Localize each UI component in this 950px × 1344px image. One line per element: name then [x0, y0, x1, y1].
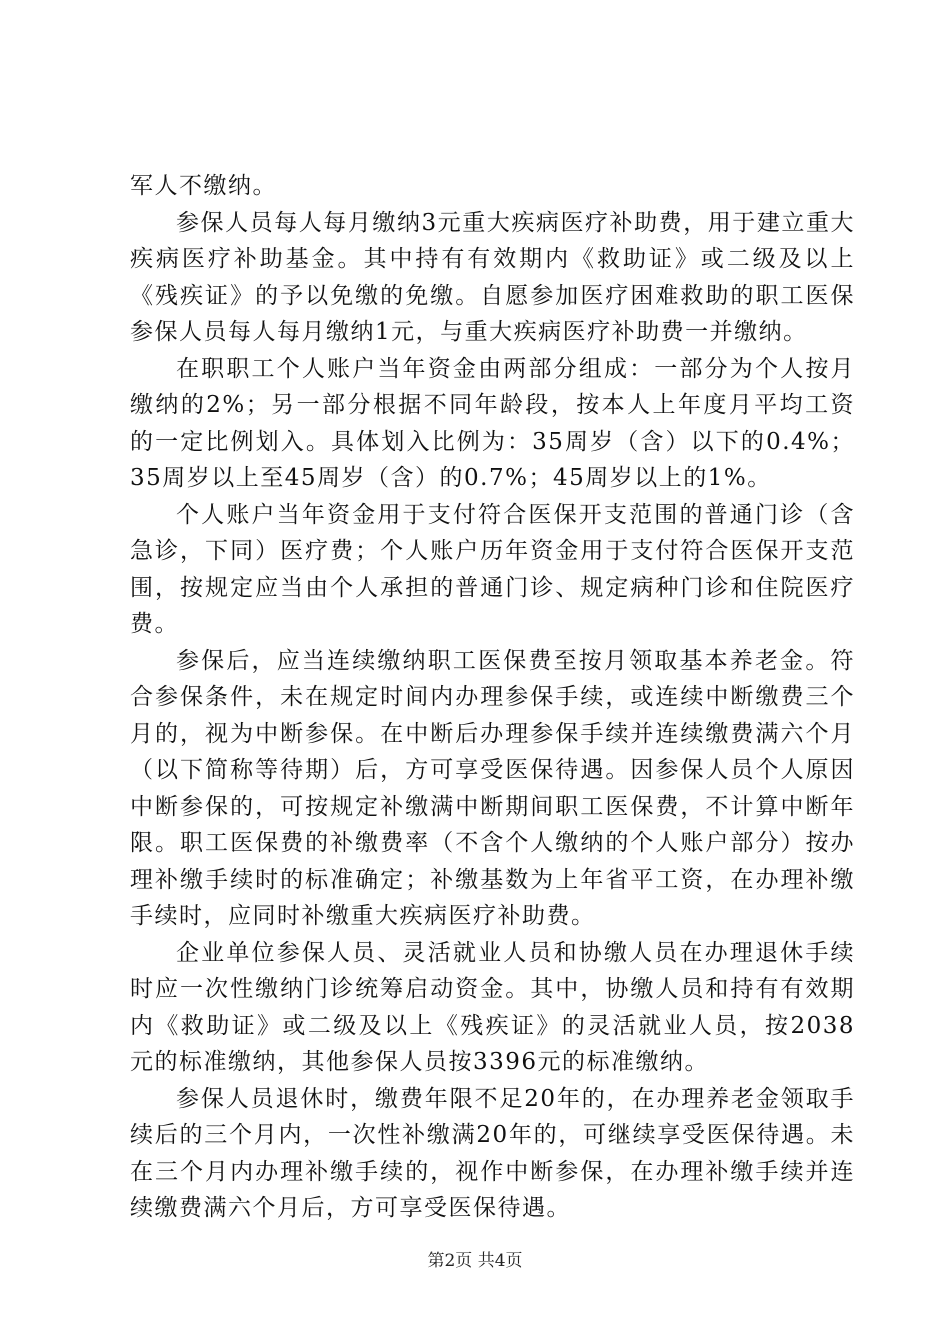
document-body: [130, 168, 855, 1227]
paragraph: 在职职工个人账户当年资金由两部分组成：一部分为个人按月缴纳的2%；另一部分根据不同年龄段，按本人上年度月平均工资的一定比例划入。具体划入比例为：35周岁（含）以下的0.4%；35周岁以上至45周岁（含）的0.7%；45周岁以上的1%。: [130, 355, 855, 491]
paragraph: 个人账户当年资金用于支付符合医保开支范围的普通门诊（含急诊，下同）医疗费；个人账户历年资金用于支付符合医保开支范围，按规定应当由个人承担的普通门诊、规定病种门诊和住院医疗费。: [130, 501, 855, 637]
paragraph: 企业单位参保人员、灵活就业人员和协缴人员在办理退休手续时应一次性缴纳门诊统筹启动资金。其中，协缴人员和持有有效期内《救助证》或二级及以上《残疾证》的灵活就业人员，按2038元的标准缴纳，其他参保人员按3396元的标准缴纳。: [130, 939, 855, 1075]
page-number-label: 第2页 共4页: [427, 1251, 523, 1271]
page-footer: [0, 1246, 950, 1271]
paragraph: 参保后，应当连续缴纳职工医保费至按月领取基本养老金。符合参保条件，未在规定时间内办理参保手续，或连续中断缴费三个月的，视为中断参保。在中断后办理参保手续并连续缴费满六个月（以下简称等待期）后，方可享受医保待遇。因参保人员个人原因中断参保的，可按规定补缴满中断期间职工医保费，不计算中断年限。职工医保费的补缴费率（不含个人缴纳的个人账户部分）按办理补缴手续时的标准确定；补缴基数为上年省平工资，在办理补缴手续时，应同时补缴重大疾病医疗补助费。: [130, 647, 855, 929]
paragraph: 军人不缴纳。: [130, 173, 277, 199]
paragraph: 参保人员每人每月缴纳3元重大疾病医疗补助费，用于建立重大疾病医疗补助基金。其中持有有效期内《救助证》或二级及以上《残疾证》的予以免缴的免缴。自愿参加医疗困难救助的职工医保参保人员每人每月缴纳1元，与重大疾病医疗补助费一并缴纳。: [130, 209, 855, 345]
paragraph: 参保人员退休时，缴费年限不足20年的，在办理养老金领取手续后的三个月内，一次性补缴满20年的，可继续享受医保待遇。未在三个月内办理补缴手续的，视作中断参保，在办理补缴手续并连续缴费满六个月后，方可享受医保待遇。: [130, 1085, 855, 1221]
